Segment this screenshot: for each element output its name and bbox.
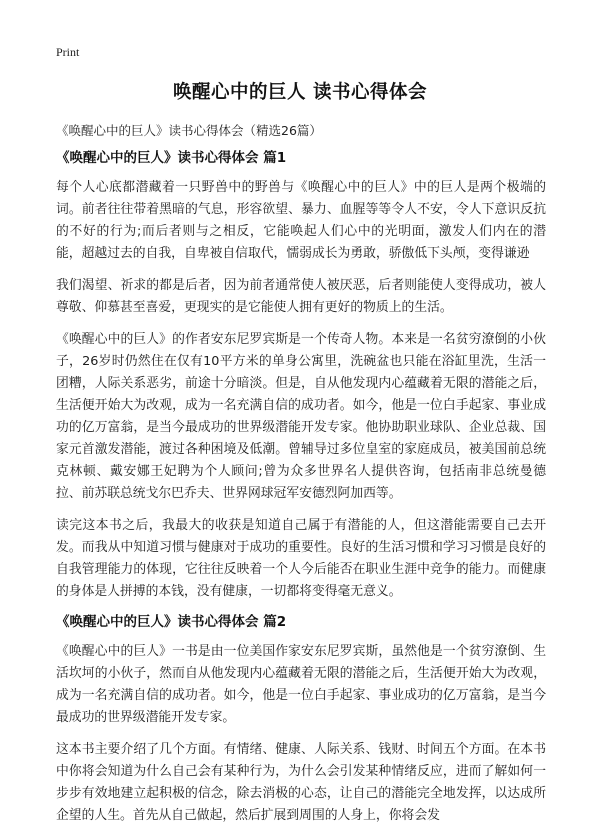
paragraph: 我们渴望、祈求的都是后者，因为前者通常使人被厌恶，后者则能使人变得成功，被人尊敬、仰慕甚至喜爱，更现实的是它能使人拥有更好的物质上的生活。 — [56, 278, 546, 315]
section-2 — [56, 613, 546, 827]
section-heading: 《唤醒心中的巨人》读书心得体会 篇2 — [56, 614, 287, 630]
section-heading: 《唤醒心中的巨人》读书心得体会 篇1 — [56, 150, 287, 166]
paragraph: 《唤醒心中的巨人》一书是由一位美国作家安东尼罗宾斯，虽然他是一个贫穷潦倒、生活坎坷的小伙子，然而自从他发现内心蕴藏着无限的潜能之后，生活便开始大为改观，成为一名充满自信的成功者。如今，他是一位白手起家、事业成功的亿万富翁，是当今最成功的世界级潜能开发专家。 — [56, 644, 546, 725]
page-title: 唤醒心中的巨人 读书心得体会 — [173, 82, 427, 103]
page-subtitle: 《唤醒心中的巨人》读书心得体会（精选26篇） — [56, 123, 322, 138]
paragraph: 《唤醒心中的巨人》的作者安东尼罗宾斯是一个传奇人物。本来是一名贫穷潦倒的小伙子，26岁时仍然住在仅有10平方米的单身公寓里，洗碗盆也只能在浴缸里洗，生活一团糟，人际关系恶劣，前途十分暗淡。但是，自从他发现内心蕴藏着无限的潜能之后，生活便开始大为改观，成为一名充满自信的成功者。如今，他是一位白手起家、事业成功的亿万富翁，是当今最成功的世界级潜能开发专家。他协助职业球队、企业总裁、国家元首激发潜能，渡过各种困境及低潮。曾辅导过多位皇室的家庭成员，被美国前总统克林顿、戴安娜王妃聘为个人顾问;曾为众多世界名人提供咨询，包括南非总统曼德拉、前苏联总统戈尔巴乔夫、世界网球冠军安德烈阿加西等。 — [56, 332, 546, 501]
print-link[interactable]: Print — [56, 45, 80, 59]
paragraph: 读完这本书之后，我最大的收获是知道自己属于有潜能的人，但这潜能需要自己去开发。而我从中知道习惯与健康对于成功的重要性。良好的生活习惯和学习习惯是良好的自我管理能力的体现，它往往反映着一个人今后能否在职业生涯中竞争的能力。而健康的身体是人拼搏的本钱，没有健康，一切都将变得毫无意义。 — [56, 518, 546, 599]
paragraph: 这本书主要介绍了几个方面。有情绪、健康、人际关系、钱财、时间五个方面。在本书中你将会知道为什么自己会有某种行为，为什么会引发某种情绪反应，进而了解如何一步步有效地建立起积极的信念，除去消极的心态，让自己的潜能完全地发挥，以达成所企望的人生。首先从自己做起，然后扩展到周围的人身上，你将会发 — [56, 742, 546, 823]
document-body — [56, 149, 546, 837]
paragraph: 每个人心底都潜藏着一只野兽中的野兽与《唤醒心中的巨人》中的巨人是两个极端的词。前者往往带着黑暗的气息，形容欲望、暴力、血腥等等令人不安，令人下意识反抗的不好的行为;而后者则与之相反，它能唤起人们心中的光明面，激发人们内在的潜能，超越过去的自我，自卑被自信取代，懦弱成长为勇敢，骄傲低下头颅，变得谦逊 — [56, 180, 546, 261]
section-1 — [56, 149, 546, 603]
